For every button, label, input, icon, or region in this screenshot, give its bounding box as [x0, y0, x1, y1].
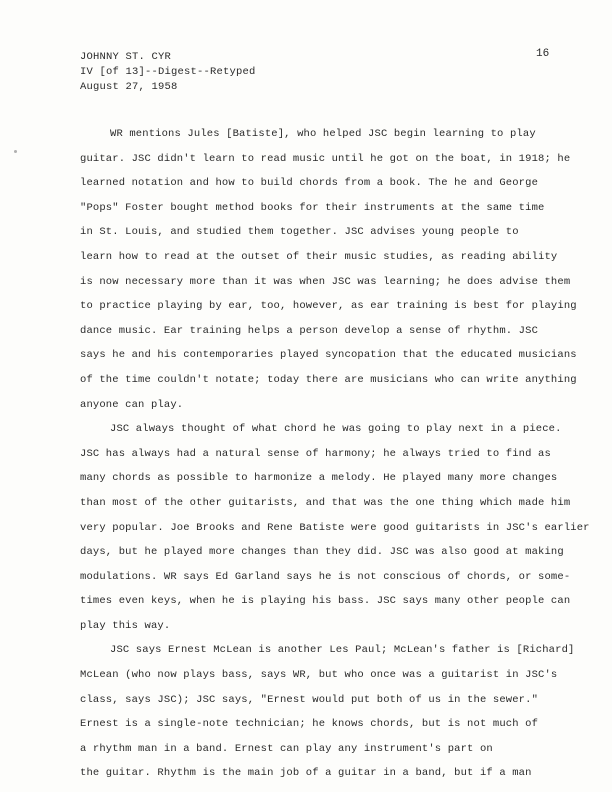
transcript-body [80, 122, 590, 786]
text-line: very popular. Joe Brooks and Rene Batiste were good guitarists in JSC's earlier [80, 521, 590, 534]
text-line: Ernest is a single-note technician; he knows chords, but is not much of [80, 718, 539, 731]
paragraph-1 [80, 122, 577, 417]
text-line: anyone can play. [80, 398, 184, 411]
text-line: times even keys, when he is playing his bass. JSC says many other people can [80, 595, 571, 608]
text-line: McLean (who now plays bass, says WR, but who once was a guitarist in JSC's [80, 669, 558, 682]
text-line: of the time couldn't notate; today there are musicians who can write anything [80, 373, 577, 386]
text-line: JSC has always had a natural sense of harmony; he always tried to find as [80, 447, 551, 460]
text-line: "Pops" Foster bought method books for their instruments at the same time [80, 201, 545, 214]
text-line: in St. Louis, and studied them together. JSC advises young people to [80, 226, 519, 239]
text-line: is now necessary more than it was when JSC was learning; he does advise them [80, 275, 571, 288]
header-interviewee: JOHNNY ST. CYR [80, 51, 172, 63]
header-date: August 27, 1958 [80, 81, 178, 93]
text-line: JSC says Ernest McLean is another Les Paul; McLean's father is [Richard] [110, 644, 575, 657]
page-number: 16 [536, 48, 550, 60]
text-line: the guitar. Rhythm is the main job of a guitar in a band, but if a man [80, 767, 532, 780]
text-line: to practice playing by ear, too, however, as ear training is best for playing [80, 300, 577, 313]
text-line: class, says JSC); JSC says, "Ernest would put both of us in the sewer." [80, 693, 539, 706]
text-line: many chords as possible to harmonize a melody. He played many more changes [80, 472, 558, 485]
paragraph-3 [80, 638, 575, 786]
text-line: JSC always thought of what chord he was going to play next in a piece. [110, 423, 562, 436]
text-line: days, but he played more changes than they did. JSC was also good at making [80, 546, 564, 559]
text-line: dance music. Ear training helps a person develop a sense of rhythm. JSC [80, 324, 539, 337]
text-line: guitar. JSC didn't learn to read music until he got on the boat, in 1918; he [80, 152, 571, 165]
header-tape-info: IV [of 13]--Digest--Retyped [80, 66, 256, 78]
scan-speck [14, 150, 17, 153]
text-line: than most of the other guitarists, and that was the one thing which made him [80, 496, 571, 509]
document-header [80, 50, 256, 95]
text-line: learned notation and how to build chords from a book. The he and George [80, 177, 539, 190]
text-line: says he and his contemporaries played syncopation that the educated musicians [80, 349, 577, 362]
text-line: play this way. [80, 619, 171, 632]
text-line: WR mentions Jules [Batiste], who helped JSC begin learning to play [110, 128, 536, 140]
text-line: modulations. WR says Ed Garland says he is not conscious of chords, or some- [80, 570, 571, 583]
paragraph-2 [80, 417, 590, 638]
text-line: learn how to read at the outset of their music studies, as reading ability [80, 250, 558, 263]
text-line: a rhythm man in a band. Ernest can play any instrument's part on [80, 742, 493, 755]
